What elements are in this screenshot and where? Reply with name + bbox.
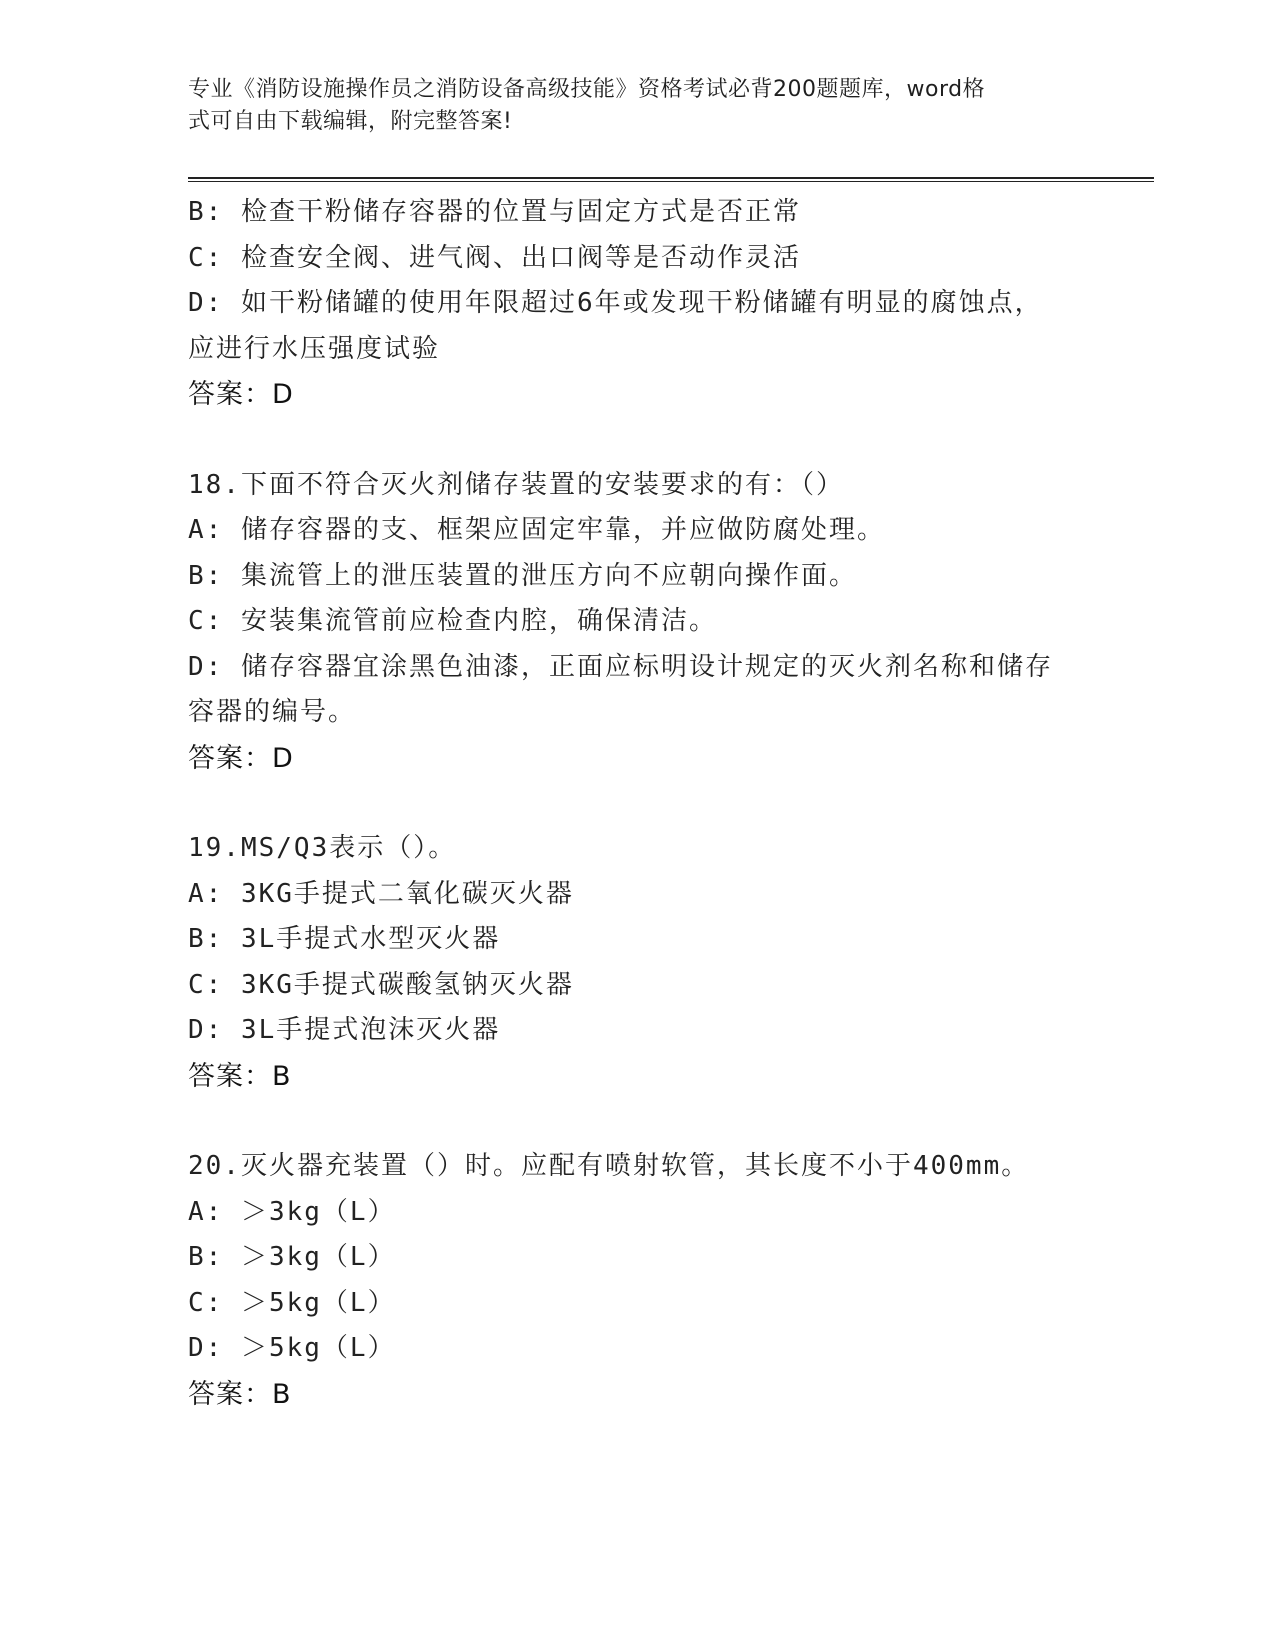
option-a: A: ＞3kg（L） [188,1196,396,1227]
answer: 答案：B [188,1378,292,1410]
option-b: B: ＞3kg（L） [188,1242,396,1272]
option-c: C: 安装集流管前应检查内腔，确保清洁。 [188,606,717,636]
option-d: D: 3L手提式泡沫灭火器 [188,1015,501,1045]
spacer [188,418,1088,463]
header-divider [188,177,1154,182]
option-b: B: 集流管上的泄压装置的泄压方向不应朝向操作面。 [188,560,857,591]
spacer [188,781,1088,826]
option-d: D: ＞5kg（L） [188,1333,396,1363]
option-c: C: 3KG手提式碳酸氢钠灭火器 [188,969,574,1000]
option-a: A: 储存容器的支、框架应固定牢靠，并应做防腐处理。 [188,515,885,545]
option-d: D: 如干粉储罐的使用年限超过6年或发现干粉储罐有明显的腐蚀点， [188,288,1043,318]
question-block-20 [188,1144,1088,1417]
option-c: C: ＞5kg（L） [188,1287,396,1318]
option-b: B: 3L手提式水型灭火器 [188,924,501,954]
option-d-continued: 容器的编号。 [188,697,357,727]
option-d: D: 储存容器宜涂黑色油漆，正面应标明设计规定的灭火剂名称和储存 [188,651,1053,682]
option-d-continued: 应进行水压强度试验 [188,333,441,364]
header-line-1: 专业《消防设施操作员之消防设备高级技能》资格考试必背200题题库，word格 [188,77,986,102]
question-list [188,190,1088,1417]
answer: 答案：B [188,1060,292,1092]
answer: 答案：D [188,379,294,410]
spacer [188,1099,1088,1144]
question-text: 18.下面不符合灭火剂储存装置的安装要求的有：（） [188,469,844,500]
option-a: A: 3KG手提式二氧化碳灭火器 [188,878,574,909]
question-text: 20.灭火器充装置（）时。应配有喷射软管，其长度不小于400mm。 [188,1151,1030,1181]
question-block-18 [188,463,1088,782]
option-b: B: 检查干粉储存容器的位置与固定方式是否正常 [188,197,801,227]
question-block-17 [188,190,1088,418]
answer: 答案：D [188,742,294,774]
header-line-2: 式可自由下载编辑，附完整答案! [188,109,513,134]
option-c: C: 检查安全阀、进气阀、出口阀等是否动作灵活 [188,242,801,273]
question-block-19 [188,826,1088,1099]
document-header [188,74,1068,138]
question-text: 19.MS/Q3表示（）。 [188,833,457,863]
